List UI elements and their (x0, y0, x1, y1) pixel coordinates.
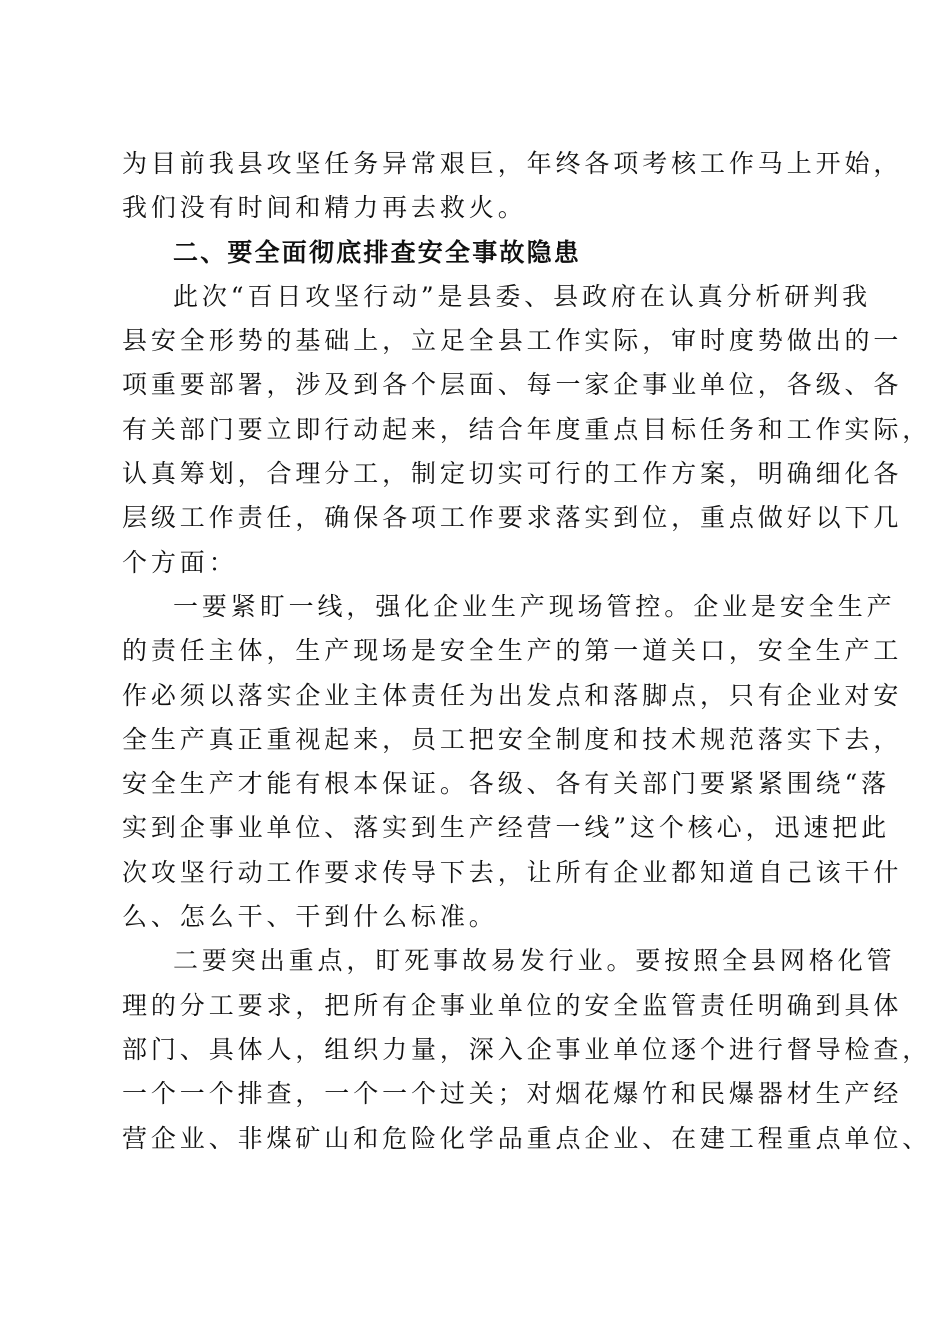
paragraph-line: 营企业、非煤矿山和危险化学品重点企业、在建工程重点单位、 (122, 1123, 932, 1153)
paragraph-line: 作必须以落实企业主体责任为出发点和落脚点，只有企业对安 (122, 680, 903, 710)
paragraph-line: 二要突出重点，盯死事故易发行业。要按照全县网格化管 (173, 946, 896, 976)
paragraph-line: 个方面： (122, 547, 238, 577)
paragraph-line: 实到企事业单位、落实到生产经营一线”这个核心，迅速把此 (122, 813, 891, 843)
paragraph-line: 此次“百日攻坚行动”是县委、县政府在认真分析研判我 (173, 281, 872, 311)
paragraph-line: 理的分工要求，把所有企事业单位的安全监管责任明确到具体 (122, 990, 903, 1020)
paragraph-line: 全生产真正重视起来，员工把安全制度和技术规范落实下去， (122, 724, 903, 754)
paragraph-line: 安全生产才能有根本保证。各级、各有关部门要紧紧围绕“落 (122, 769, 891, 799)
paragraph-line: 一个一个排查，一个一个过关；对烟花爆竹和民爆器材生产经 (122, 1079, 903, 1109)
paragraph-line: 的责任主体，生产现场是安全生产的第一道关口，安全生产工 (122, 636, 903, 666)
paragraph-line: 部门、具体人，组织力量，深入企事业单位逐个进行督导检查， (122, 1034, 932, 1064)
paragraph-line: 次攻坚行动工作要求传导下去，让所有企业都知道自己该干什 (122, 857, 903, 887)
document-page (122, 142, 932, 1161)
paragraph-line: 我们没有时间和精力再去救火。 (122, 193, 527, 223)
paragraph-line: 项重要部署，涉及到各个层面、每一家企事业单位，各级、各 (122, 370, 903, 400)
paragraph-line: 层级工作责任，确保各项工作要求落实到位，重点做好以下几 (122, 503, 903, 533)
paragraph-line: 认真筹划，合理分工，制定切实可行的工作方案，明确细化各 (122, 459, 903, 489)
paragraph-line: 为目前我县攻坚任务异常艰巨，年终各项考核工作马上开始， (122, 149, 903, 178)
paragraph-line: 县安全形势的基础上，立足全县工作实际，审时度势做出的一 (122, 326, 903, 356)
section-heading: 二、要全面彻底排查安全事故隐患 (173, 237, 582, 267)
paragraph-line: 有关部门要立即行动起来，结合年度重点目标任务和工作实际， (122, 414, 932, 444)
paragraph-line: 一要紧盯一线，强化企业生产现场管控。企业是安全生产 (173, 591, 896, 621)
paragraph-line: 么、怎么干、干到什么标准。 (122, 902, 498, 932)
